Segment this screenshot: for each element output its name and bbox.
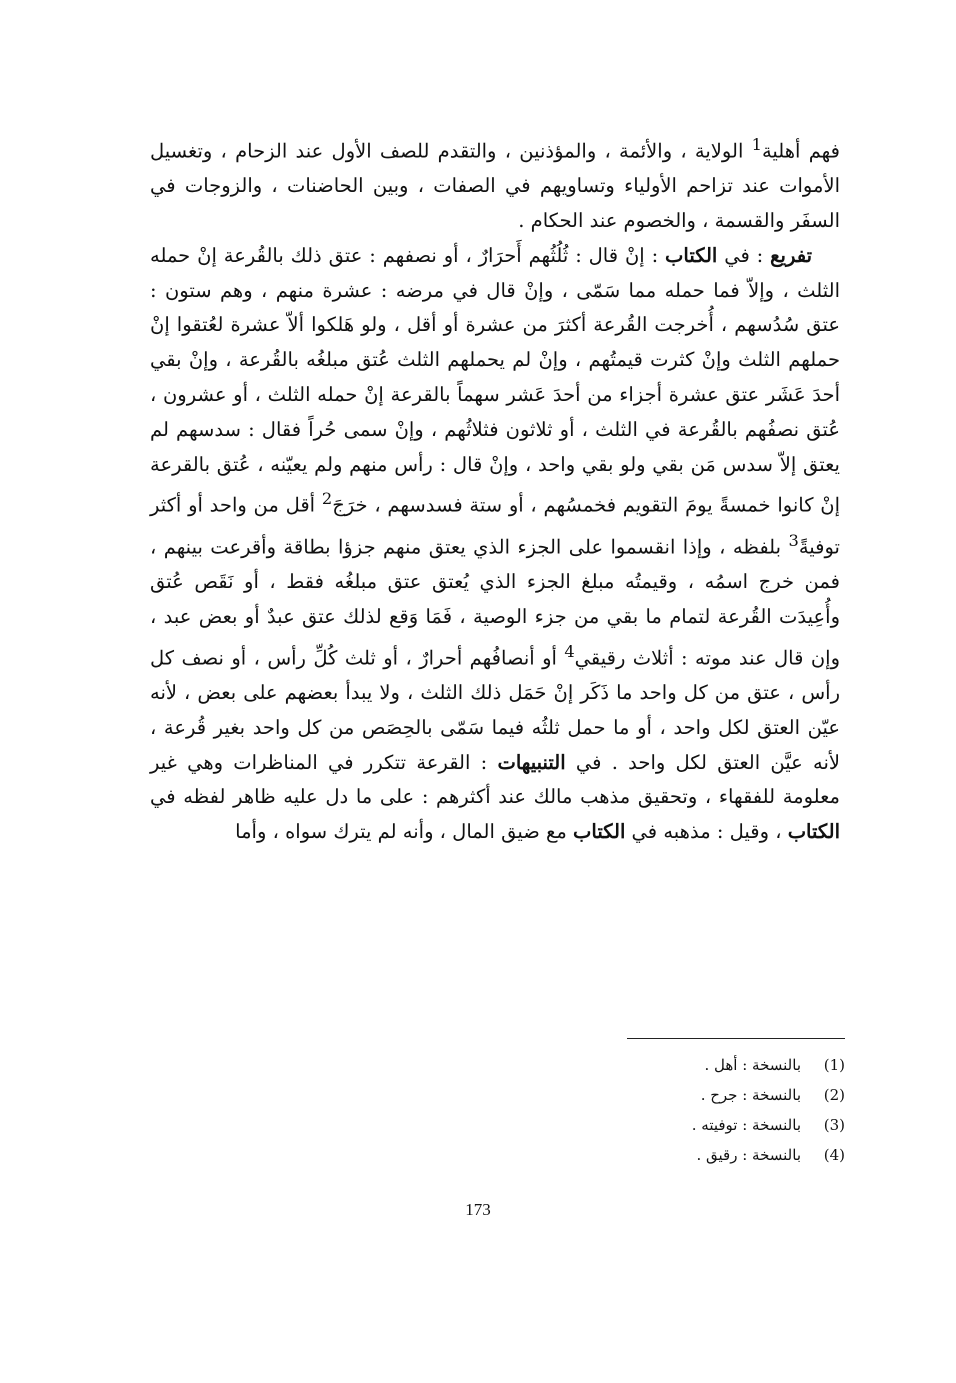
footnote-text: بالنسخة : جرح .	[700, 1086, 801, 1104]
text-run: الولاية ، والأئمة ، والمؤذنين ، والتقدم للصف الأول عند الزحام ، وتغسيل الأموات عند تزاحم الأولياء وتساويهم في الصفات ، وبين الحاضنات ، والزوجات في السفَر والقسمة ، والخصوم عند الحكام .	[150, 139, 840, 233]
label-kitab: الكتاب	[787, 820, 840, 844]
footnote-marker-4: 4	[564, 641, 575, 661]
footnote-4	[560, 1140, 845, 1170]
text-run: ، وقيل : مذهبه في	[625, 820, 788, 844]
text-run: مع ضيق المال ، وأنه لم يترك سواه ، وأما	[235, 820, 574, 844]
text-run: : القرعة تتكرر في المناظرات وهي غير معلومة للفقهاء ، وتحقيق مذهب مالك عند أكثرهم : على ما دل عليه ظاهر لفظه في	[150, 750, 840, 809]
footnote-2	[560, 1080, 845, 1110]
footnote-number: (2)	[823, 1086, 845, 1104]
footnote-text: بالنسخة : أهل .	[704, 1056, 801, 1074]
footnote-3	[560, 1110, 845, 1140]
footnote-number: (1)	[823, 1056, 845, 1074]
footnotes	[560, 1050, 845, 1170]
footnote-number: (4)	[823, 1146, 845, 1164]
heading-tafri: تفريع	[770, 243, 812, 267]
main-text	[150, 128, 840, 850]
footnote-text: بالنسخة : رقيق .	[696, 1146, 801, 1164]
label-kitab: الكتاب	[665, 243, 718, 267]
footnote-number: (3)	[823, 1116, 845, 1134]
label-tanbihat: التنبيهات	[497, 750, 566, 774]
text-run: : في	[717, 243, 771, 267]
label-kitab: الكتاب	[573, 820, 626, 844]
footnote-divider	[627, 1038, 845, 1039]
text-run: أو أنصافُهم أحرارٌ ، أو ثلث كُلِّ رأس ، أو نصف كل رأس ، عتق من كل واحد ما ذَكَر إنْ حَمَل ذلك الثلث ، ولا يبدأ بعضهم على بعض ، لأنه عيّن العتق لكل واحد ، أو ما حمل ثلثُه فيما سَمّى بالحِصَص من كل واحد بغير قُرعة ، لأنه عيَّن العتق لكل واحد . في	[150, 646, 840, 774]
footnote-marker-2: 2	[321, 489, 333, 509]
footnote-text: بالنسخة : توفيته .	[691, 1116, 801, 1134]
footnote-1	[560, 1050, 845, 1080]
text-run: أقل من واحد أو أكثر توفيةً	[150, 493, 840, 559]
paragraph-1	[150, 128, 840, 239]
footnote-marker-3: 3	[788, 530, 799, 550]
text-run: : إنْ قال : ثُلُثُهم أَحرَارٌ ، أو نصفهم : عتق ذلك بالقُرعة إنْ حمله الثلث ، وإلاّ فما حمله مما سَمّى ، وإنْ قال في مرضه : عشرة منهم ، وهم ستون : عتق سُدُسهم ، أُخرجت القُرعة أكثرَ من عشرة أو أقل ، ولو هَلكوا ألاّ عشرة لعُتقوا إنْ حملهم الثلث وإنْ كثرت قيمتُهم ، وإنْ لم يحملهم الثلث عُتق مبلغُه بالقُرعة ، وإنْ بقي أحدَ عَشَر عتق عشرة أجزاء من أحدَ عَشر سهماً بالقرعة إنْ حمله الثلث ، أو عشرون ، عُتق نصفُهم بالقُرعة في الثلث ، أو ثلاثون فثلاثُهم ، وإنْ سمى حُراً فقال : سدسهم لم يعتق إلاّ سدس مَن بقي ولو بقي واحد ، وإنْ قال : رأس منهم ولم يعيّنه ، عُتق بالقرعة إنْ كانوا خمسةً يومَ التقويم فخمسُهم ، أو ستة فسدسهم ، خرَجَ	[150, 243, 840, 517]
text-run: بلفظه ، وإذا انقسموا على الجزء الذي يعتق منهم جزؤا بطاقة وأقرعت بينهم ، فمن خرج اسمُه ، وقيمتُه مبلغ الجزء الذي يُعتق عتق مبلغُه فقط ، أو نَقَص عُتق وأُعِيدَت القُرعة لتمام ما بقي من جزء الوصية ، فَمَا وَقع لذلك عتق عبدٌ أو بعض عبد ، وإن قال عند موته : أثلاث رقيقي	[150, 535, 840, 670]
page-number: 173	[465, 1200, 491, 1219]
paragraph-2	[150, 239, 840, 850]
footnote-marker-1: 1	[751, 135, 762, 154]
text-run: فهم أهلية	[761, 139, 840, 163]
